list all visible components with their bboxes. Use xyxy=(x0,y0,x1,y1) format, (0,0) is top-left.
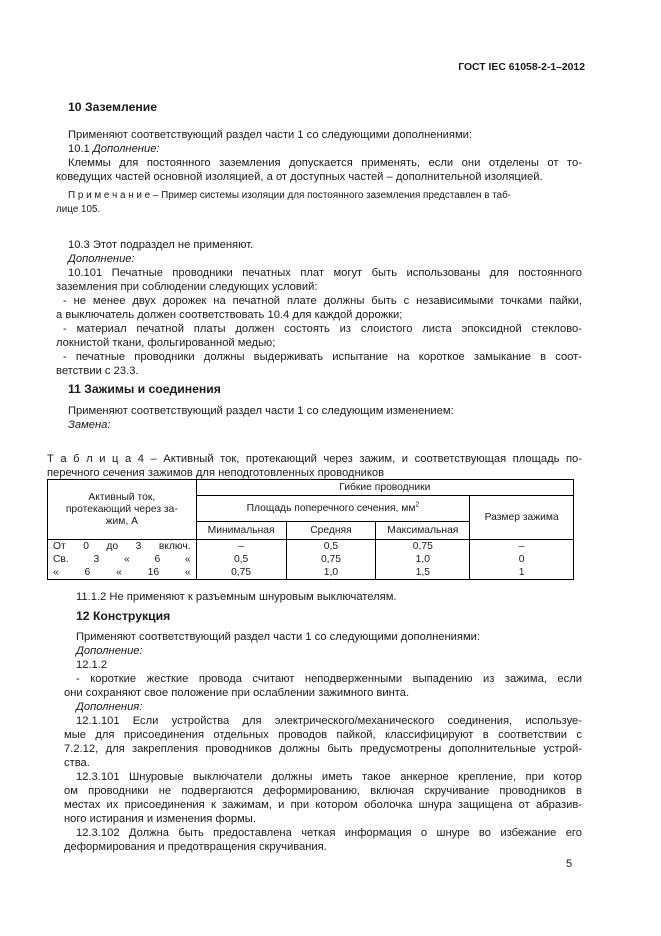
header-min: Минимальная xyxy=(196,522,286,540)
current-range: Св. 3 « 6 « xyxy=(48,553,197,566)
s10-bullet-3-line-1: - печатные проводники должны выдерживать испытание на короткое замыкание в соот- xyxy=(63,351,582,363)
header-mid: Средняя xyxy=(286,522,376,540)
s10-paragraph-2: 10.1 Дополнение: xyxy=(68,143,160,155)
s12-paragraph-6-line-3: 7.2.12, для закрепления проводников должны быть предусмотрены дополнительные устрой- xyxy=(64,743,582,755)
current-range: « 6 « 16 « xyxy=(48,566,197,580)
s10-paragraph-4: 10.3 Этот подраздел не применяют. xyxy=(68,239,254,251)
s10-note-line-2: лице 105. xyxy=(56,204,101,215)
header-max: Максимальная xyxy=(376,522,470,540)
s12-paragraph-7-line-3: местах их присоединения к зажимам, и при котором оболочка шнура защищена от абразив- xyxy=(64,799,582,811)
s12-paragraph-6-line-1: 12.1.101 Если устройства для электрического/механического соединения, используе- xyxy=(76,715,582,727)
s10-paragraph-6-line-1: 10.101 Печатные проводники печатных плат могут быть использованы для постоянного xyxy=(68,267,582,279)
s10-paragraph-3-line-1: Клеммы для постоянного заземления допускается применять, если они отделены от то- xyxy=(68,157,582,169)
s12-paragraph-7-line-1: 12.3.101 Шнуровые выключатели должны иметь такое анкерное крепление, при котор xyxy=(76,771,582,783)
s10-bullet-2-line-1: - материал печатной платы должен состоять из слоистого листа эпоксидной стеклово- xyxy=(63,323,582,335)
s12-paragraph-3: 12.1.2 xyxy=(76,659,108,671)
s12-paragraph-6-line-2: мые для присоединения отдельных проводов пайкой, классифицируют в соответствии с xyxy=(64,729,582,741)
s12-paragraph-8-line-1: 12.3.102 Должна быть предоставлена четкая информация о шнуре во избежание его xyxy=(76,827,582,839)
page-number: 5 xyxy=(566,858,573,870)
s12-paragraph-4-line-1: - короткие жесткие провода считают неподверженными выпадению из зажима, если xyxy=(76,673,582,685)
s12-paragraph-6-line-4: ства. xyxy=(64,757,90,769)
s10-paragraph-3-line-2: коведущих частей основной изоляцией, а от доступных частей – дополнительной изоляцией. xyxy=(56,171,543,183)
s10-bullet-3-line-2: ветствии с 23.3. xyxy=(56,365,139,377)
table-row: « 6 « 16 « 0,75 1,0 1,5 1 xyxy=(48,566,574,580)
s12-paragraph-8-line-2: деформирования и предотвращения скручивания. xyxy=(64,841,327,853)
header-active-current: Активный ток, протекающий через за- жим, А xyxy=(48,480,197,540)
s10-paragraph-6-line-2: заземления при соблюдении следующих условий: xyxy=(56,281,318,293)
s12-paragraph-2: Дополнение: xyxy=(76,645,143,657)
s10-paragraph-5: Дополнение: xyxy=(68,253,135,265)
s10-paragraph-1: Применяют соответствующий раздел части 1 со следующими дополнениями: xyxy=(68,129,473,141)
table-row: От 0 до 3 включ. – 0,5 0,75 – xyxy=(48,540,574,554)
s11-paragraph-1: Применяют соответствующий раздел части 1 со следующим изменением: xyxy=(68,405,454,417)
s10-bullet-1-line-2: а выключатель должен соответствовать 10.4 для каждой дорожки; xyxy=(56,309,403,321)
header-terminal-size: Размер зажима xyxy=(470,496,574,540)
s11-paragraph-2: Замена: xyxy=(68,419,111,431)
standard-header: ГОСТ IEC 61058-2-1–2012 xyxy=(458,62,585,73)
s12-paragraph-4-line-2: они сохраняют свое положение при ослаблении зажимного винта. xyxy=(64,687,410,699)
section-12-title: 12 Конструкция xyxy=(76,609,171,623)
section-11-title: 11 Зажимы и соединения xyxy=(68,382,221,396)
current-range: От 0 до 3 включ. xyxy=(48,540,197,554)
s12-paragraph-7-line-2: ом проводники не подвергаются деформированию, включая скручивание проводников в xyxy=(64,785,582,797)
note-label: П р и м е ч а н и е xyxy=(68,190,151,201)
s10-note-line-1: П р и м е ч а н и е – Пример системы изоляции для постоянного заземления представлен в таб- xyxy=(68,190,512,201)
s10-bullet-2-line-2: локнистой ткани, фольгированной медью; xyxy=(56,337,276,349)
table-4-caption-line-2: перечного сечения зажимов для неподготовленных проводников xyxy=(47,467,385,479)
header-flexible-conductors: Гибкие проводники xyxy=(196,480,573,496)
table-row: Св. 3 « 6 « 0,5 0,75 1,0 0 xyxy=(48,553,574,566)
section-10-title: 10 Заземление xyxy=(68,100,158,114)
s10-bullet-1-line-1: - не менее двух дорожек на печатной плате должны быть с независимыми точками пайки, xyxy=(63,295,582,307)
table-4 xyxy=(47,479,574,580)
s12-paragraph-5: Дополнения: xyxy=(76,701,143,713)
s12-paragraph-1: Применяют соответствующий раздел части 1 со следующими дополнениями: xyxy=(76,631,481,643)
table-4-caption-line-1: Т а б л и ц а 4 – Активный ток, протекающий через зажим, и соответствующая площадь по- xyxy=(47,453,582,465)
s11-paragraph-3: 11.1.2 Не применяют к разъемным шнуровым выключателям. xyxy=(76,591,397,603)
s12-paragraph-7-line-4: ного истирания и изменения формы. xyxy=(64,813,256,825)
header-cross-section-area: Площадь поперечного сечения, $мм^2$ xyxy=(196,496,470,522)
